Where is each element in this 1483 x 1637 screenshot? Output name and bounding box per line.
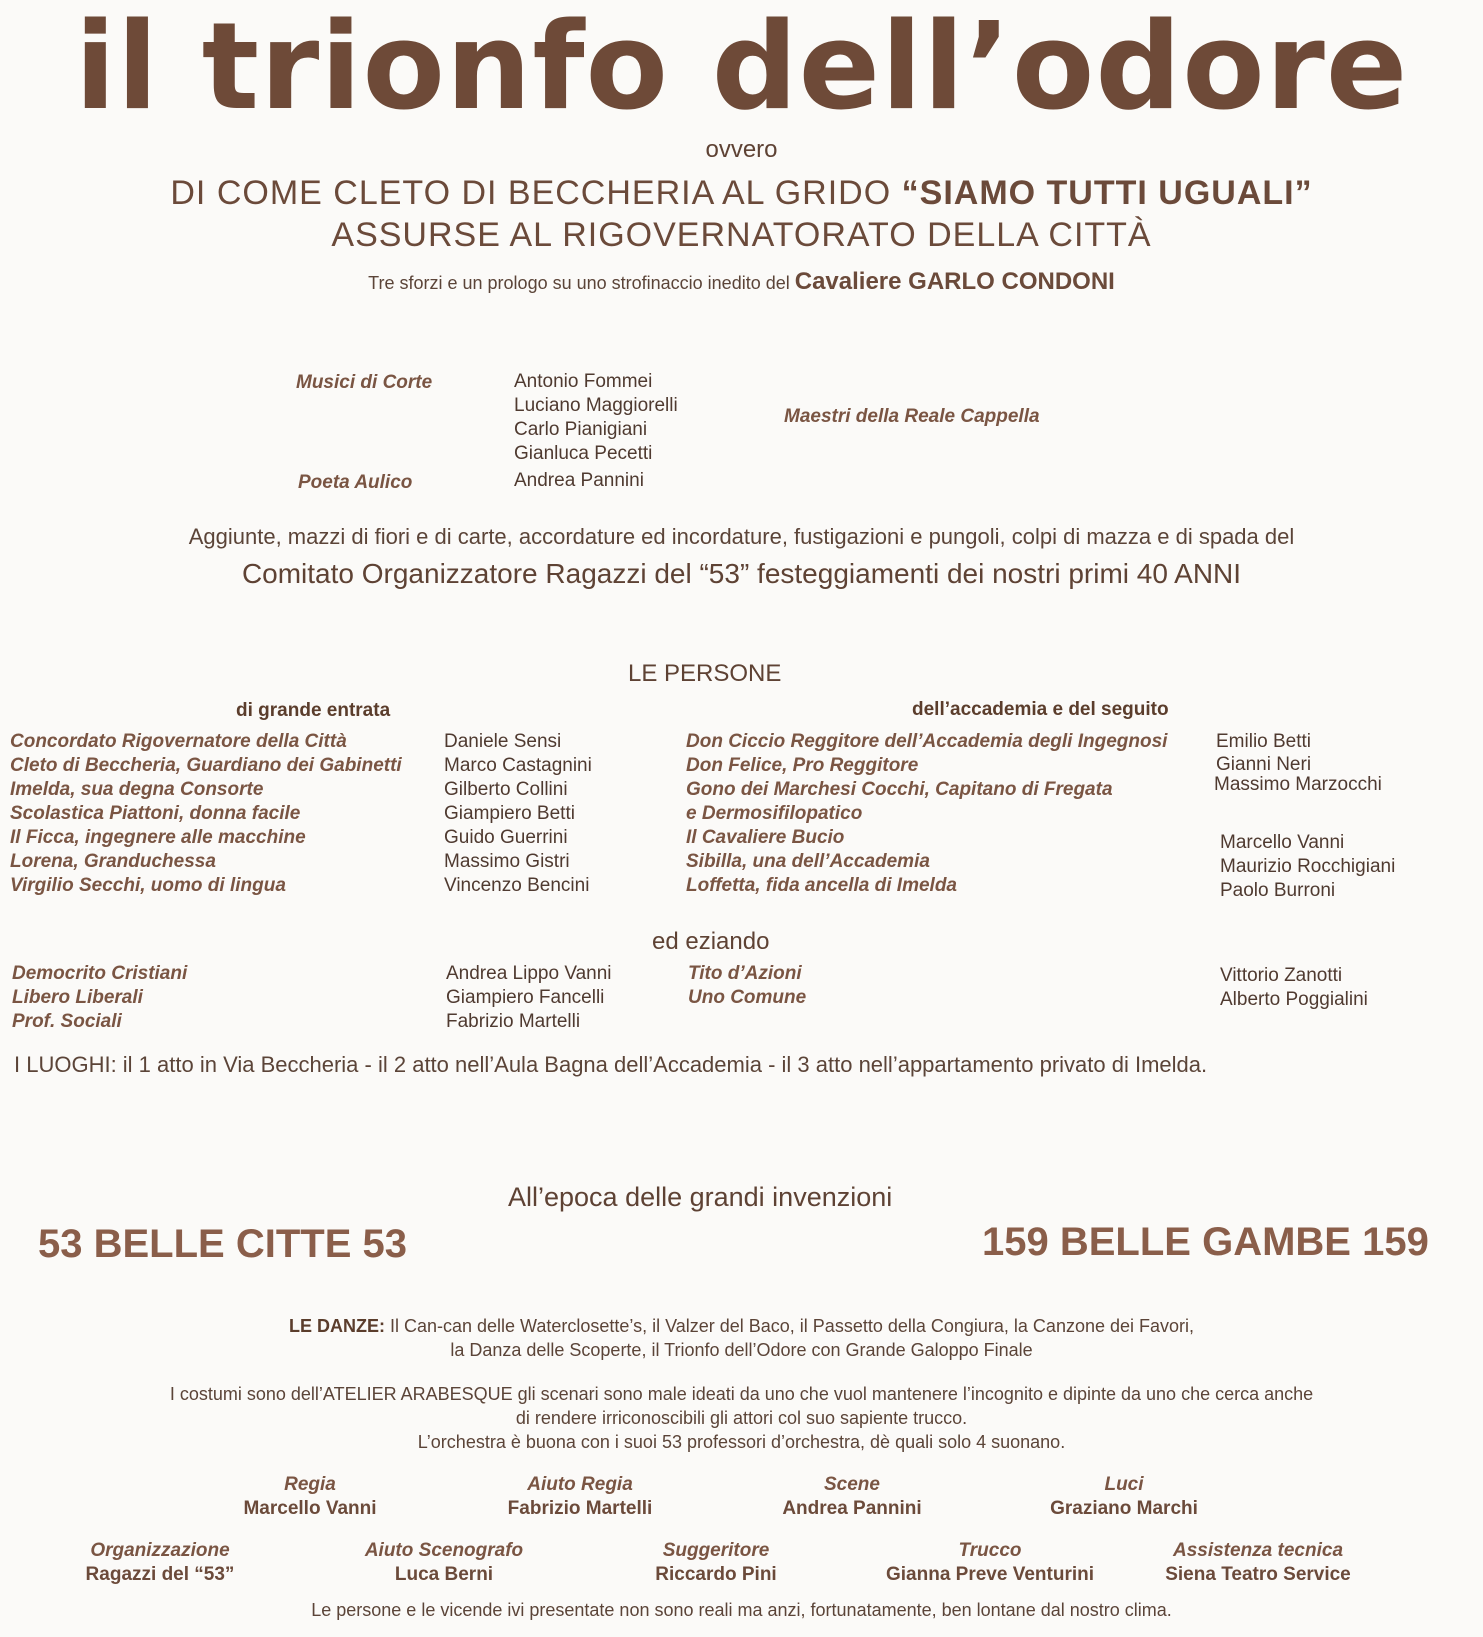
cast-name: Massimo Marzocchi [1214,774,1382,795]
cast-role: Loffetta, fida ancella di Imelda [686,875,957,896]
credit-name: Gianna Preve Venturini [885,1564,1095,1585]
music-name: Luciano Maggiorelli [514,395,678,416]
music-name: Carlo Pianigiani [514,419,648,440]
cast-name: Daniele Sensi [444,731,562,752]
credit-role: Regia [284,1474,336,1495]
cast-role: Tito d’Azioni [688,963,802,984]
tagline-plain: Tre sforzi e un prologo su uno strofinaccio inedito del [368,273,795,293]
cast-role: Don Ciccio Reggitore dell’Accademia degli Ingegnosi [686,731,1168,752]
music-name: Antonio Fommei [514,371,653,392]
eziando-left-roles [12,962,187,1034]
persone-heading: LE PERSONE [628,660,782,687]
cast-role: Il Ficca, ingegnere alle macchine [10,827,306,848]
credit-role: Suggeritore [662,1540,770,1561]
danze-label: LE DANZE: [288,1316,385,1336]
cast-name: Maurizio Rocchigiani [1220,856,1396,877]
name-poeta: Andrea Pannini [514,470,644,491]
cast-name: Marco Castagnini [444,755,592,776]
credit-name: Ragazzi del “53” [85,1564,235,1585]
cast-name: Vincenzo Bencini [444,875,590,896]
credit-name: Siena Teatro Service [1165,1564,1351,1585]
cast-role: Scolastica Piattoni, donna facile [10,803,301,824]
additions-line-2: Comitato Organizzatore Ragazzi del “53” festeggiamenti dei nostri primi 40 ANNI [241,558,1242,589]
costumi-line-1: I costumi sono dell’ATELIER ARABESQUE gli scenari sono male ideati da uno che vuol mantenere l’incognito e dipinte da uno che cerca anche [169,1384,1314,1404]
belle-citte: 53 BELLE CITTE 53 [38,1222,407,1266]
danze-line-1 [0,1316,1483,1337]
cast-role: Libero Liberali [12,987,143,1008]
credit-name: Marcello Vanni [243,1498,377,1519]
luoghi-text: I LUOGHI: il 1 atto in Via Beccheria - il 2 atto nell’Aula Bagna dell’Accademia - il 3 atto nell’appartamento privato di Imelda. [14,1052,1208,1077]
names-musici [514,370,678,466]
subtitle-bold: “SIAMO TUTTI UGUALI” [901,174,1313,212]
credit-name: Andrea Pannini [782,1498,922,1519]
credit-name: Graziano Marchi [1050,1498,1198,1519]
danze-line-2: la Danza delle Scoperte, il Trionfo dell’Odore con Grande Galoppo Finale [450,1340,1033,1360]
cast-role: Uno Comune [688,987,807,1008]
credit-name: Luca Berni [394,1564,494,1585]
epoca-text: All’epoca delle grandi invenzioni [508,1182,893,1212]
left-names [444,730,592,898]
cast-name: Andrea Lippo Vanni [446,963,612,984]
eziando-heading: ed eziando [652,928,770,955]
cast-name: Emilio Betti [1216,731,1312,752]
additions-line-1: Aggiunte, mazzi di fiori e di carte, accordature ed incordature, fustigazioni e pungoli, colpi di mazza e di spada del [188,524,1295,549]
credit-role: Organizzazione [90,1540,230,1561]
eziando-right-names [1220,964,1368,1012]
cast-name: Paolo Burroni [1220,880,1336,901]
eziando-right-roles [688,962,806,1010]
subtitle-line-2: ASSURSE AL RIGOVERNATORATO DELLA CITTÀ [331,216,1152,254]
cast-name: Massimo Gistri [444,851,570,872]
role-musici: Musici di Corte [296,372,433,393]
cast-role: Gono dei Marchesi Cocchi, Capitano di Fregata [686,779,1113,800]
cast-role: Lorena, Granduchessa [10,851,216,872]
cast-role: Imelda, sua degna Consorte [10,779,264,800]
cast-role: Sibilla, una dell’Accademia [686,851,930,872]
tagline [0,268,1483,296]
cast-role: Democrito Cristiani [12,963,188,984]
cast-name: Giampiero Betti [444,803,575,824]
role-maestri: Maestri della Reale Cappella [784,406,1040,427]
cast-role: Cleto di Beccheria, Guardiano dei Gabinetti [10,755,402,776]
cast-role: e Dermosifilopatico [686,803,863,824]
right-column-heading: dell’accademia e del seguito [912,699,1169,720]
cast-role: Concordato Rigovernatore della Città [10,731,347,752]
credit-role: Trucco [958,1540,1022,1561]
costumi-line-2: di rendere irriconoscibili gli attori col suo sapiente trucco. [515,1408,968,1428]
footer-disclaimer: Le persone e le vicende ivi presentate non sono reali ma anzi, fortunatamente, ben lontane dal nostro clima. [311,1600,1172,1620]
right-roles [686,730,1167,898]
credit-role: Luci [1104,1474,1144,1495]
credit-role: Scene [824,1474,880,1495]
credit-role: Aiuto Scenografo [364,1540,524,1561]
credit-role: Aiuto Regia [527,1474,633,1495]
cast-name: Gilberto Collini [444,779,568,800]
cast-name: Marcello Vanni [1220,832,1345,853]
role-poeta: Poeta Aulico [298,472,413,493]
cast-role: Il Cavaliere Bucio [686,827,845,848]
eziando-left-names [446,962,612,1034]
page-title: il trionfo dell’odore [74,0,1409,137]
subtitle-plain: DI COME CLETO DI BECCHERIA AL GRIDO [170,174,902,212]
cast-name: Vittorio Zanotti [1220,965,1343,986]
subtitle-line-1 [0,174,1483,213]
left-column-heading: di grande entrata [236,700,391,721]
tagline-bold: Cavaliere GARLO CONDONI [794,268,1115,295]
costumi-line-3: L’orchestra è buona con i suoi 53 professori d’orchestra, dè quali solo 4 suonano. [417,1432,1066,1452]
cast-name: Fabrizio Martelli [446,1011,581,1032]
left-roles [10,730,402,898]
danze-text: Il Can-can delle Waterclosette’s, il Valzer del Baco, il Passetto della Congiura, la Canzone dei Favori, [384,1316,1195,1336]
cast-name: Giampiero Fancelli [446,987,605,1008]
cast-name: Guido Guerrini [444,827,568,848]
cast-role: Virgilio Secchi, uomo di lingua [10,875,286,896]
belle-gambe: 159 BELLE GAMBE 159 [982,1220,1429,1264]
credit-name: Riccardo Pini [655,1564,777,1585]
cast-name: Gianni Neri [1216,754,1312,775]
credit-name: Fabrizio Martelli [507,1498,653,1519]
ovvero-text: ovvero [705,136,778,163]
music-name: Gianluca Pecetti [514,443,653,464]
cast-role: Don Felice, Pro Reggitore [686,755,919,776]
credit-role: Assistenza tecnica [1172,1540,1344,1561]
cast-role: Prof. Sociali [12,1011,122,1032]
cast-name: Alberto Poggialini [1220,989,1368,1010]
